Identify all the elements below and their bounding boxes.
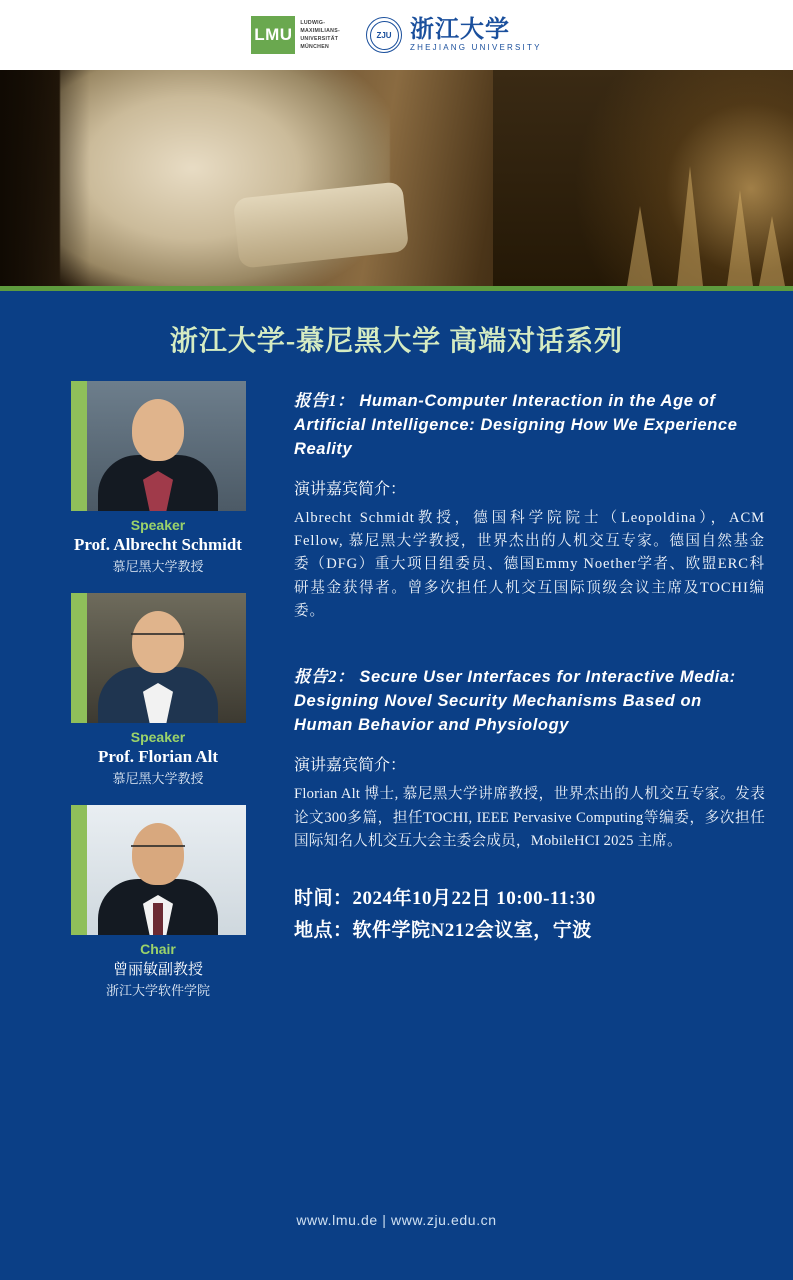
zju-wordmark (410, 18, 542, 52)
person-card (48, 593, 268, 787)
person-card (48, 805, 268, 999)
talk-title-text: Secure User Interfaces for Interactive Media: Designing Novel Security Mechanisms Based on Human Behavior and Physiology (294, 668, 736, 735)
people-column (48, 381, 268, 1017)
statue-head (175, 84, 247, 164)
talk-title-text: Human-Computer Interaction in the Age of Artificial Intelligence: Designing How We Experience Reality (294, 392, 738, 458)
bio-text: Albrecht Schmidt教授，德国科学院院士（Leopoldina），ACM Fellow, 慕尼黑大学教授，世界杰出的人机交互专家。德国自然基金委（DFG）重大项目组委员、德国Emmy Noether学者、欧盟ERC科研基金获得者。曾多次担任人机交互国际顶级会议主席及TOCHI编委。 (294, 509, 765, 620)
zju-name-cn: 浙江大学 (410, 16, 511, 43)
talk-label: 报告1： (294, 391, 355, 410)
talk-title (294, 665, 765, 738)
person-name: 曾丽敏副教授 (112, 962, 203, 978)
poster-body (0, 375, 793, 1017)
bio-text: Florian Alt 博士, 慕尼黑大学讲席教授，世界杰出的人机交互专家。发表论文300多篇，担任TOCHI, IEEE Pervasive Computing等编委，多次担任国际知名人机交互大会主委会成员，MobileHCI 2025 主席。 (294, 786, 765, 849)
glasses-icon (131, 845, 185, 857)
portrait-head (132, 399, 184, 461)
glasses-icon (131, 633, 185, 645)
lmu-line-3: UNIVERSITÄT (300, 36, 339, 42)
hero-vignette (0, 70, 90, 286)
hero-image (0, 70, 793, 286)
event-place-label: 地点： (294, 919, 353, 941)
talk-entry (294, 389, 765, 623)
zju-seal-icon (366, 17, 402, 53)
talk-label: 报告2： (294, 667, 355, 687)
lmu-line-2: MAXIMILIANS- (300, 27, 341, 34)
zju-logo (366, 17, 542, 53)
page-title: 浙江大学-慕尼黑大学 高端对话系列 (169, 326, 624, 357)
cathedral-background (493, 70, 793, 286)
person-name: Prof. Florian Alt (97, 747, 219, 766)
person-role: Speaker (130, 517, 186, 533)
talk-title (294, 389, 765, 462)
spire-2 (677, 166, 703, 286)
spire-4 (759, 216, 785, 286)
photo-accent-bar (71, 805, 87, 935)
bio-heading: 演讲嘉宾简介： (294, 757, 407, 775)
avatar (71, 805, 246, 935)
lmu-line-1: LUDWIG- (300, 19, 326, 26)
person-affiliation: 慕尼黑大学教授 (112, 559, 204, 574)
talk-entry (294, 665, 765, 853)
avatar (71, 381, 246, 511)
event-time-label: 时间： (294, 888, 353, 910)
section-spacer (294, 623, 765, 665)
photo-accent-bar (71, 381, 87, 511)
footer-links[interactable]: www.lmu.de | www.zju.edu.cn (296, 1212, 497, 1228)
avatar (71, 593, 246, 723)
section-spacer (294, 853, 765, 883)
person-card (48, 381, 268, 575)
zju-name-en: ZHEJIANG UNIVERSITY (410, 43, 542, 53)
person-name: Prof. Albrecht Schmidt (74, 535, 242, 554)
spire-3 (627, 206, 653, 286)
lmu-monogram: LMU (251, 16, 295, 54)
person-role: Speaker (130, 729, 186, 745)
bio-heading: 演讲嘉宾简介： (294, 480, 407, 498)
event-details (294, 883, 765, 946)
event-time-value: 2024年10月22日 10:00-11:30 (352, 888, 596, 910)
spire-1 (727, 190, 753, 286)
person-role: Chair (140, 941, 176, 957)
zju-seal-text: ZJU (376, 30, 392, 40)
person-affiliation: 浙江大学软件学院 (105, 983, 210, 998)
event-place-value: 软件学院N212会议室，宁波 (352, 919, 592, 941)
event-place-row (294, 915, 765, 946)
event-time-row (294, 883, 765, 914)
portrait-tie (153, 903, 163, 935)
lmu-line-4: MÜNCHEN (300, 44, 330, 51)
person-affiliation: 慕尼黑大学教授 (112, 771, 204, 786)
poster-header (0, 0, 793, 70)
talks-column (294, 381, 765, 1017)
photo-accent-bar (71, 593, 87, 723)
lmu-wordmark (295, 16, 340, 54)
lmu-logo (251, 16, 340, 54)
